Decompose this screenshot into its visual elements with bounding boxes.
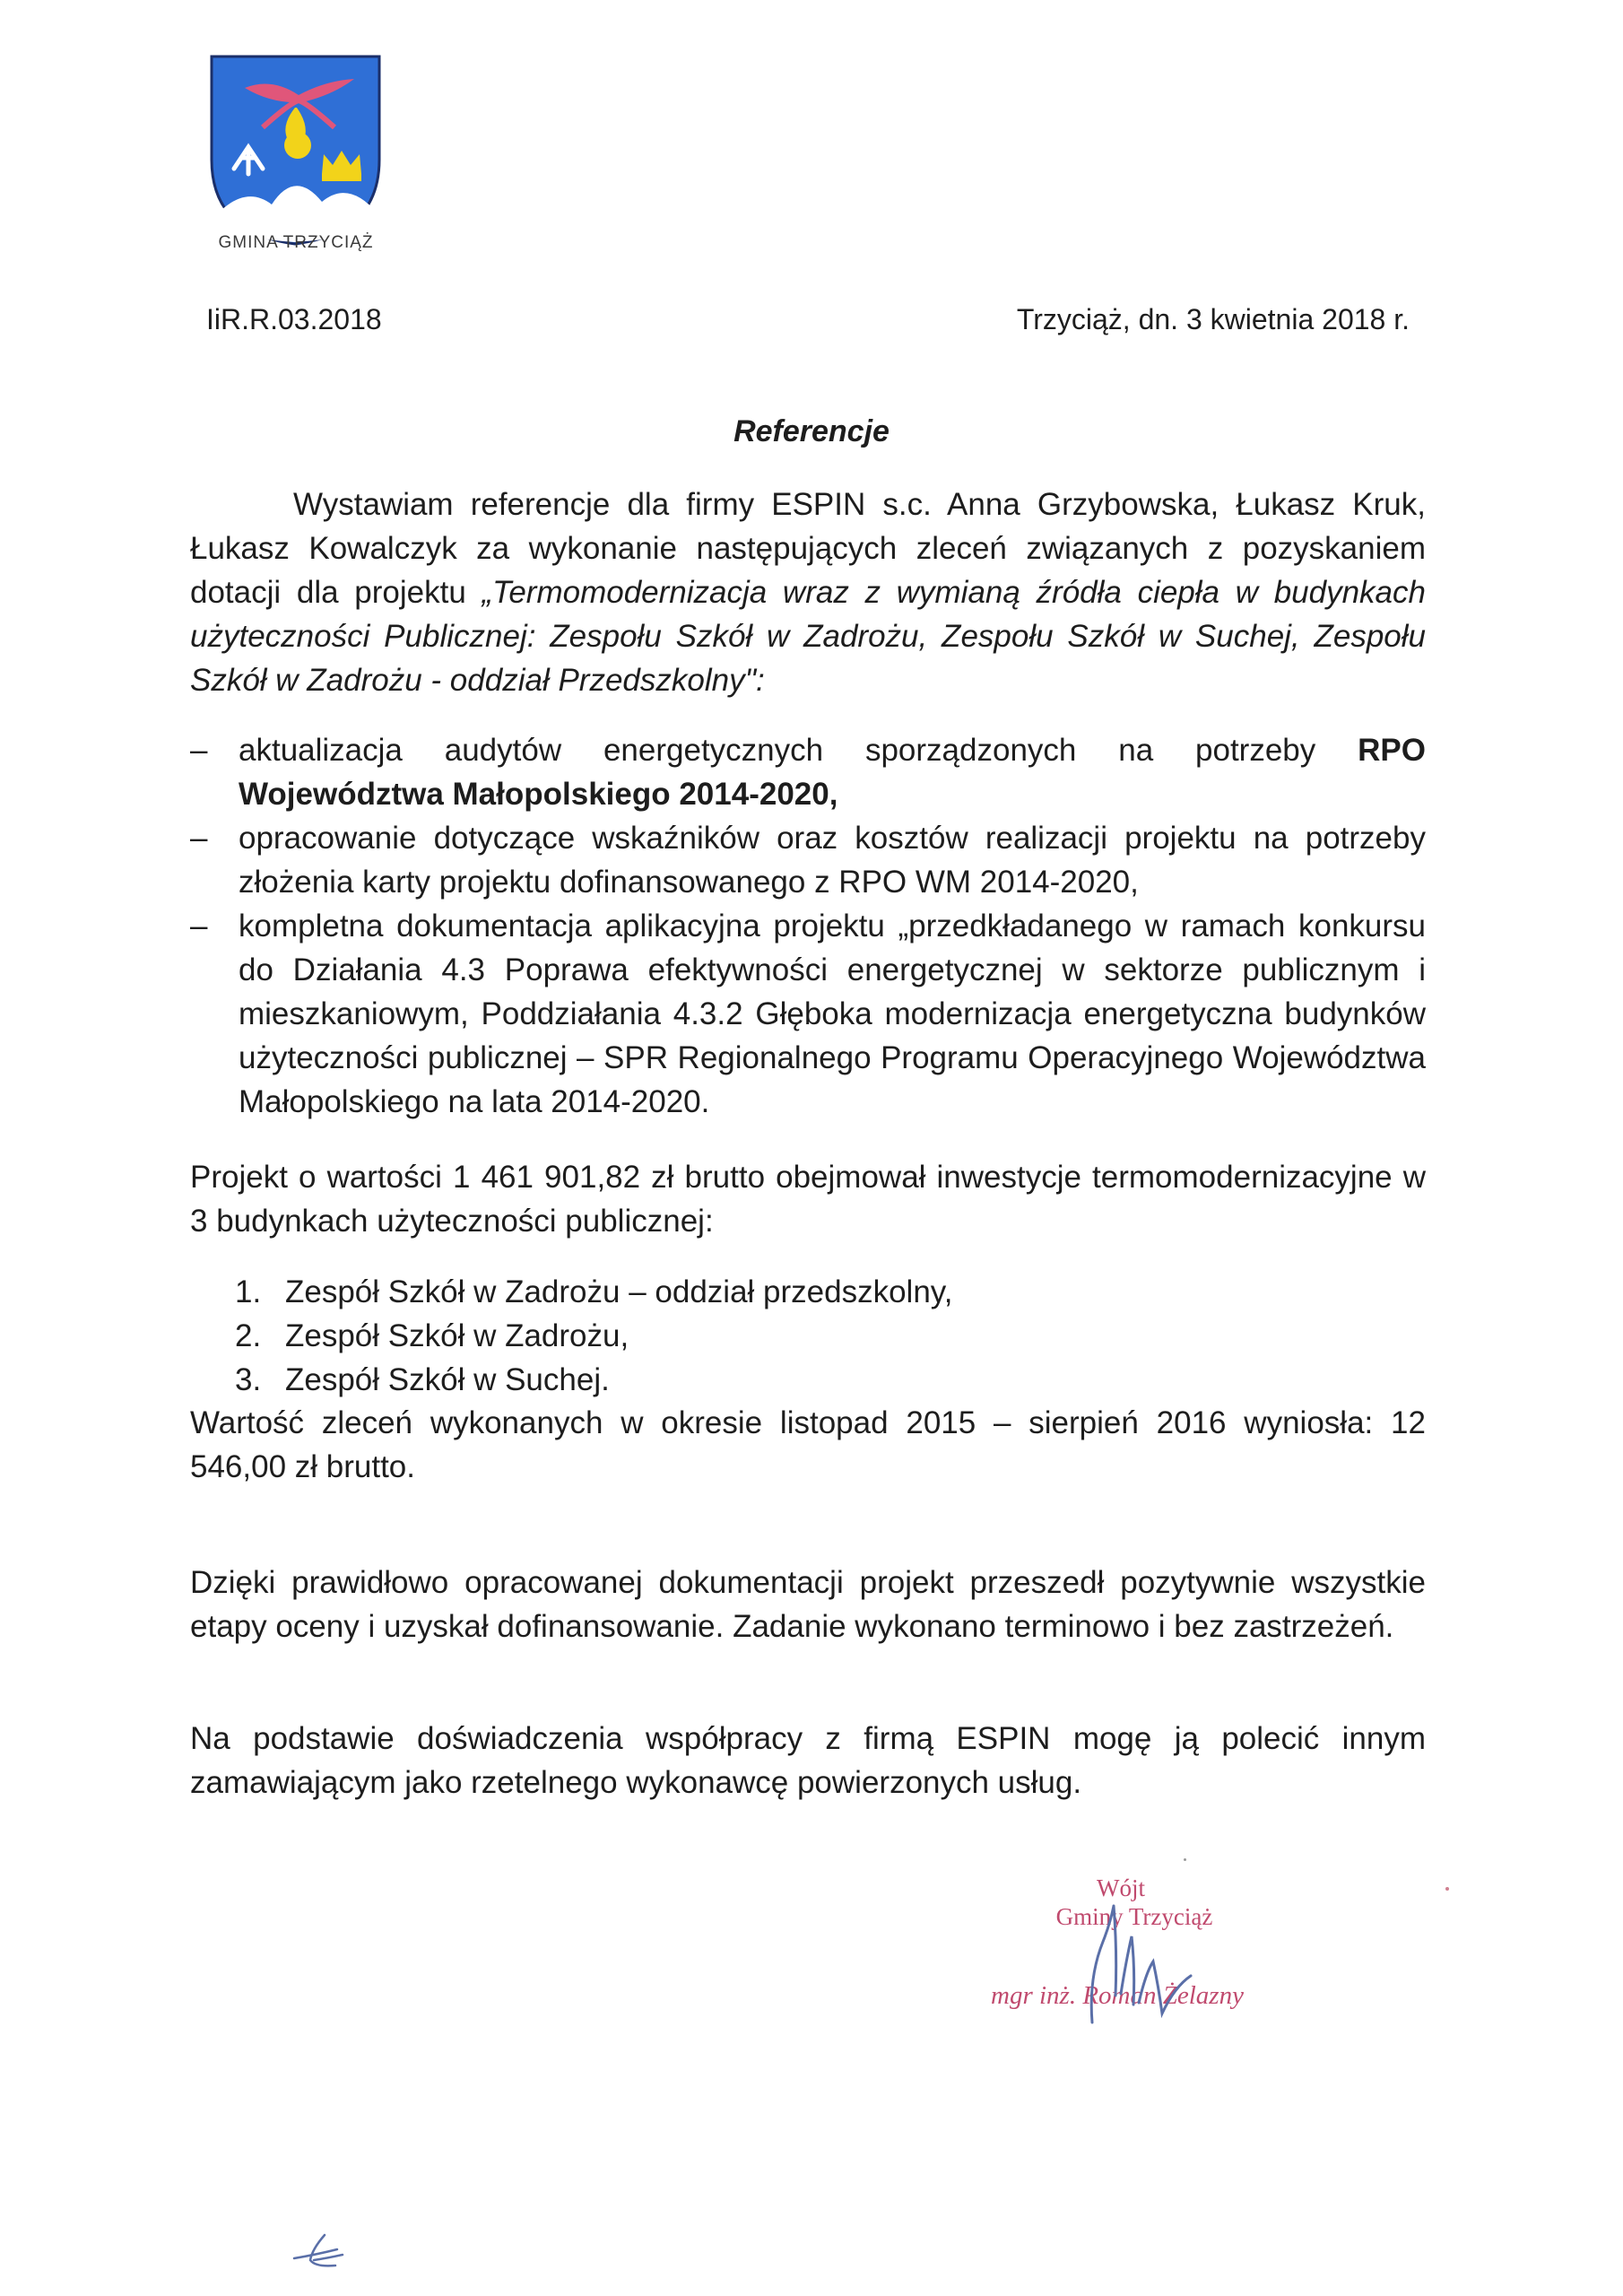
municipality-name: GMINA TRZYCIĄŻ — [218, 233, 374, 252]
project-value-paragraph: Projekt o wartości 1 461 901,82 zł brutto obejmował inwestycje termomodernizacyjne w 3 budynkach użyteczności publicznej: — [190, 1160, 1426, 1239]
building-name: Zespół Szkół w Suchej. — [285, 1362, 610, 1397]
reference-number: IiR.R.03.2018 — [206, 303, 382, 335]
list-number: 1. — [235, 1274, 262, 1309]
handwritten-initials — [289, 2231, 369, 2274]
list-item — [235, 1358, 1221, 1402]
intro-lead: Wystawiam referencje dla firmy ESPIN s.c. Anna Grzybowska, Łukasz Kruk, Łukasz Kowalczyk za wykonanie następujących zleceń związanych z pozyskaniem dotacji dla projektu — [190, 487, 1426, 610]
list-item — [190, 728, 1426, 816]
recommendation-paragraph: Na podstawie doświadczenia współpracy z firmą ESPIN mogę ją polecić innym zamawiającym jako rzetelnego wykonawcę powierzonych usług. — [190, 1721, 1426, 1800]
service-program: RPO Województwa Małopolskiego 2014-2020, — [239, 733, 1426, 812]
building-name: Zespół Szkół w Zadrożu – oddział przedszkolny, — [285, 1274, 953, 1309]
list-dash: – — [190, 821, 208, 856]
service-text: opracowanie dotyczące wskaźników oraz kosztów realizacji projektu na potrzeby złożenia karty projektu dofinansowanego z RPO WM 2014-2020, — [239, 821, 1426, 900]
ink-speck — [1184, 1858, 1186, 1861]
list-item — [235, 1314, 1221, 1358]
building-name: Zespół Szkół w Zadrożu, — [285, 1318, 629, 1353]
buildings-list — [235, 1270, 1221, 1402]
signatory-name: mgr inż. Roman Żelazny — [991, 1981, 1244, 2010]
place-and-date: Trzyciąż, dn. 3 kwietnia 2018 r. — [1016, 303, 1410, 335]
ink-speck — [1445, 1887, 1449, 1891]
handwritten-signature — [1076, 1879, 1211, 2031]
list-dash: – — [190, 733, 208, 768]
list-item — [190, 816, 1426, 904]
municipal-coat-of-arms — [209, 54, 382, 247]
project-name: „Termomodernizacja wraz z wymianą źródła ciepła w budynkach użyteczności Publicznej: Zespołu Szkół w Zadrożu, Zespołu Szkół w Suchej, Zespołu Szkół w Zadrożu - oddział Przedszkolny": — [190, 575, 1426, 698]
document-title: Referencje — [733, 414, 890, 448]
list-dash: – — [190, 909, 208, 944]
orders-value-paragraph: Wartość zleceń wykonanych w okresie listopad 2015 – sierpień 2016 wyniosła: 12 546,00 zł brutto. — [190, 1405, 1426, 1484]
signatory-title: Wójt — [1097, 1874, 1145, 1901]
service-text: aktualizacja audytów energetycznych sporządzonych na potrzeby — [239, 733, 1358, 768]
service-text: kompletna dokumentacja aplikacyjna projektu „przedkładanego w ramach konkursu do Działania 4.3 Poprawa efektywności energetycznej w sektorze publicznym i mieszkaniowym, Poddziałania 4.3.2 Głęboka modernizacja energetyczna budynków użyteczności publicznej – SPR Regionalnego Programu Operacyjnego Województwa Małopolskiego na lata 2014-2020. — [239, 909, 1426, 1119]
signatory-municipality: Gminy Trzyciąż — [1055, 1903, 1213, 1930]
assessment-paragraph: Dzięki prawidłowo opracowanej dokumentacji projekt przeszedł pozytywnie wszystkie etapy oceny i uzyskał dofinansowanie. Zadanie wykonano terminowo i bez zastrzeżeń. — [190, 1565, 1426, 1644]
list-number: 2. — [235, 1318, 262, 1353]
list-number: 3. — [235, 1362, 262, 1397]
intro-paragraph — [190, 483, 1426, 702]
services-list — [190, 728, 1426, 1124]
list-item — [190, 904, 1426, 1124]
list-item — [235, 1270, 1221, 1314]
